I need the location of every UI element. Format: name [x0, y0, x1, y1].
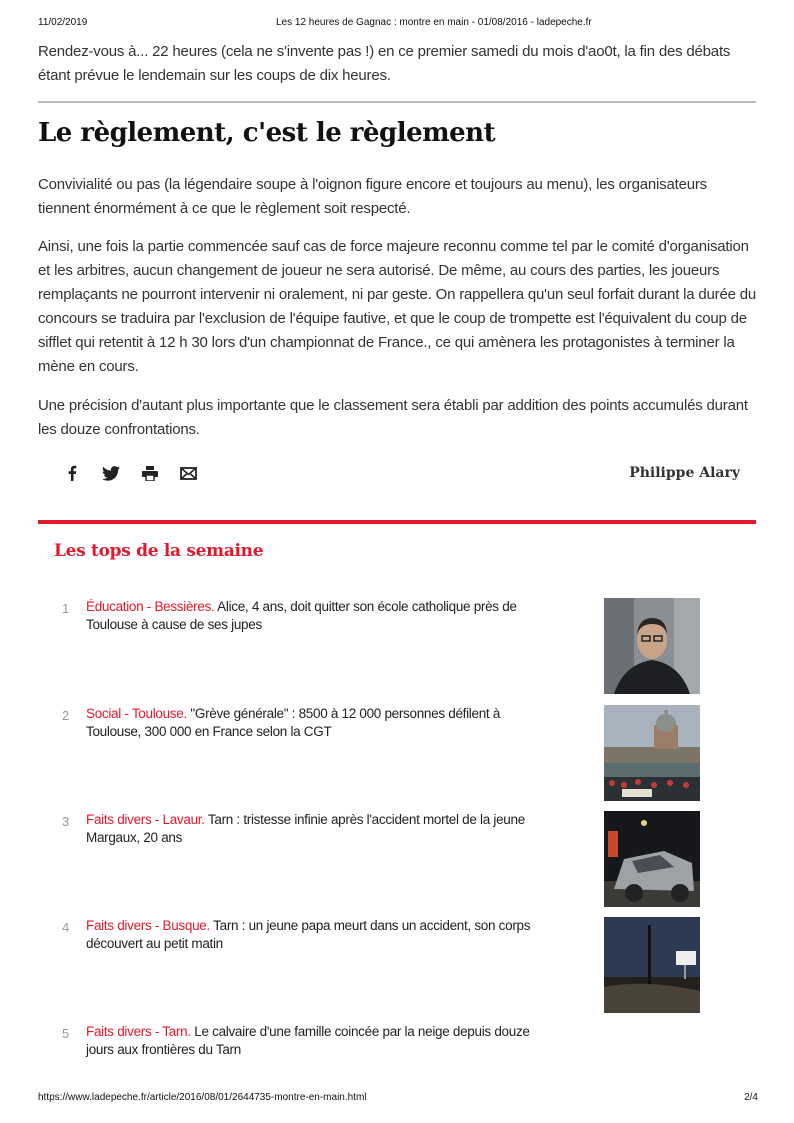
top-text[interactable]: Le calvaire d'une famille coincée par la neige depuis douze jours aux frontières du Tarn	[86, 1024, 530, 1057]
top-headline[interactable]	[86, 811, 546, 847]
print-icon[interactable]	[140, 463, 160, 483]
article-author: Philippe Alary	[629, 465, 740, 481]
tops-divider	[38, 520, 756, 524]
top-category[interactable]: Social - Toulouse.	[86, 706, 187, 721]
article-paragraph: Une précision d'autant plus importante que le classement sera établi par addition des points accumulés durant les douze confrontations.	[38, 397, 748, 438]
top-thumbnail[interactable]	[604, 598, 700, 694]
email-icon[interactable]	[178, 463, 198, 483]
facebook-icon[interactable]	[62, 463, 82, 483]
top-rank: 1	[62, 601, 70, 616]
top-thumbnail[interactable]	[604, 811, 700, 907]
top-headline[interactable]	[86, 705, 546, 741]
top-rank: 3	[62, 814, 70, 829]
intro-paragraph: Rendez-vous à... 22 heures (cela ne s'invente pas !) en ce premier samedi du mois d'ao0t, la fin des débats étant prévue le lendemain sur les coups de dix heures.	[38, 43, 731, 84]
top-text[interactable]: Alice, 4 ans, doit quitter son école catholique près de Toulouse à cause de ses jupes	[86, 599, 517, 632]
top-category[interactable]: Faits divers - Busque.	[86, 918, 210, 933]
top-category[interactable]: Faits divers - Tarn.	[86, 1024, 191, 1039]
article-paragraph: Convivialité ou pas (la légendaire soupe à l'oignon figure encore et toujours au menu), les organisateurs tiennent énormément à ce que le règlement soit respecté.	[38, 176, 707, 217]
top-rank: 5	[62, 1026, 70, 1041]
article-subheading: Le règlement, c'est le règlement	[38, 118, 496, 148]
tops-title: Les tops de la semaine	[54, 541, 264, 561]
top-text[interactable]: Tarn : tristesse infinie après l'accident mortel de la jeune Margaux, 20 ans	[86, 812, 525, 845]
top-text[interactable]: "Grève générale" : 8500 à 12 000 personnes défilent à Toulouse, 300 000 en France selon la CGT	[86, 706, 501, 739]
top-category[interactable]: Faits divers - Lavaur.	[86, 812, 205, 827]
top-text[interactable]: Tarn : un jeune papa meurt dans un accident, son corps découvert au petit matin	[86, 918, 531, 951]
top-thumbnail[interactable]	[604, 705, 700, 801]
article-paragraph: Ainsi, une fois la partie commencée sauf cas de force majeure reconnu comme tel par le comité d'organisation et les arbitres, aucun changement de joueur ne sera autorisé. De même, au cours des parties, les joueurs remplaçants ne pourront intervenir ni oralement, ni par geste. On rappellera qu'un seul forfait durant la durée du concours se traduira par l'exclusion de l'équipe fautive, et que le coup de trompette est l'équivalent du coup de sifflet qui retentit à 12 h 30 lors d'un championnat de France., ce qui amènera les protagonistes à terminer la mène en cours.	[38, 238, 756, 375]
print-date: 11/02/2019	[38, 17, 88, 28]
page-number: 2/4	[744, 1092, 758, 1103]
print-url: https://www.ladepeche.fr/article/2016/08/01/2644735-montre-en-main.html	[38, 1092, 367, 1103]
top-thumbnail[interactable]	[604, 917, 700, 1013]
top-category[interactable]: Éducation - Bessières.	[86, 599, 215, 614]
section-divider	[38, 101, 756, 103]
top-headline[interactable]	[86, 917, 546, 953]
top-rank: 2	[62, 708, 70, 723]
print-title: Les 12 heures de Gagnac : montre en main - 01/08/2016 - ladepeche.fr	[276, 17, 592, 28]
top-rank: 4	[62, 920, 70, 935]
twitter-icon[interactable]	[101, 463, 121, 483]
top-headline[interactable]	[86, 1023, 546, 1059]
top-headline[interactable]	[86, 598, 546, 634]
